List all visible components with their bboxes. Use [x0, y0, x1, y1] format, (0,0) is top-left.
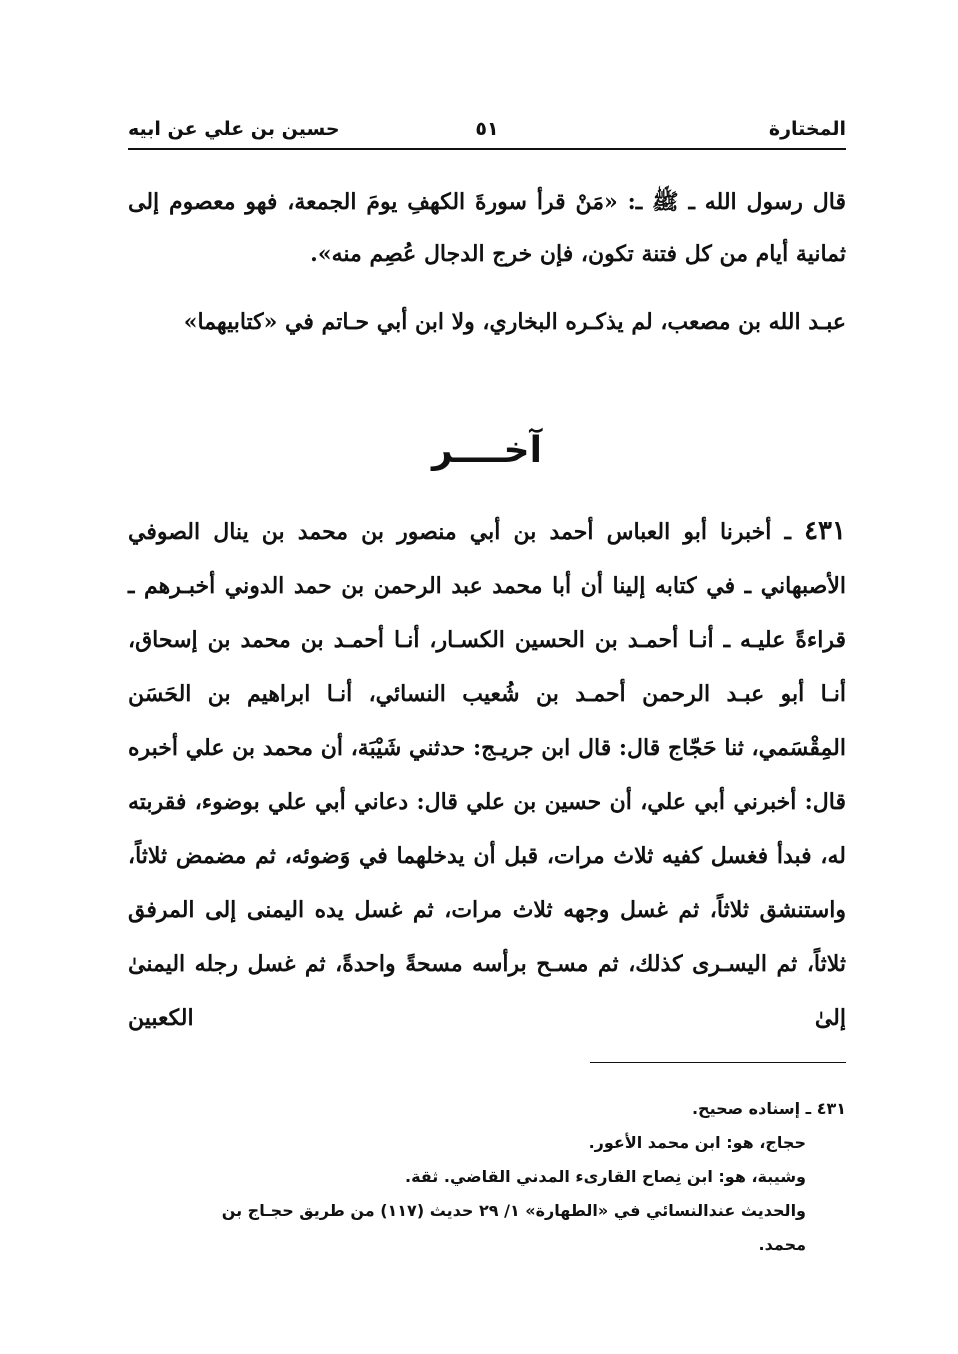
- hadith-paragraph: [128, 504, 846, 1045]
- body-paragraph-1: قال رسول الله ـ ﷺ ـ: «مَنْ قرأ سورةَ الكهفِ يومَ الجمعة، فهو معصوم إلى ثمانية أيام من كل فتنة تكون، فإن خرج الدجال عُصِم منه».: [128, 189, 846, 267]
- body-paragraph-2: عبـد الله بن مصعب، لم يذكـره البخاري، ولا ابن أبي حـاتم في «كتابيهما»: [183, 309, 846, 335]
- hadith-text: ـ أخبرنا أبو العباس أحمد بن أبي منصور بن محمد بن ينال الصوفي الأصبهاني ـ في كتابه إلينا أن أبا محمد عبد الرحمن بن حمد الدوني أخبـرهم ـ قراءةً عليـه ـ أنـا أحمـد بن الحسين الكسـار، أنـا أحمـد بن محمد بن إسحاق، أنـا أبو عبـد الرحمن أحمـد بن شُعيب النسائي، أنـا ابراهيم بن الحَسَن المِقْسَمي، ثنا حَجّاج قال: قال ابن جريـج: حدثني شَيْبَة، أن محمد بن علي أخبره قال: أخبرني أبي علي، أن حسين بن علي قال: دعاني أبي علي بوضوء، فقربته له، فبدأ فغسل كفيه ثلاث مرات، قبل أن يدخلهما في وَضوئه، ثم مضمض ثلاثاً، واستنشق ثلاثاً، ثم غسل وجهه ثلاث مرات، ثم غسل يده اليمنى إلى المرفق ثلاثاً، ثم اليسـرى كذلك، ثم مسـح برأسه مسحةً واحدةً، ثم غسل رجله اليمنىٰ إلىٰ الكعبين: [128, 519, 847, 1031]
- footnotes: [128, 1092, 846, 1262]
- chapter-title: حسين بن علي عن ابيه: [128, 118, 340, 140]
- running-header: [128, 112, 846, 148]
- footnote-line-3: وشيبة، هو: ابن نِصاح القارىء المدني القاضي. ثقة.: [404, 1167, 806, 1186]
- footnote-line-4: والحديث عندالنسائي في «الطهارة» ١/ ٢٩ حديث (١١٧) من طريق حجـاج بن: [221, 1201, 806, 1220]
- footnote-line-2: حجاج، هو: ابن محمد الأعور.: [588, 1133, 806, 1152]
- footnote-line-5: محمد.: [758, 1235, 806, 1254]
- header-divider: [128, 148, 846, 150]
- footnote-divider: [590, 1062, 846, 1063]
- page-number: ٥١: [475, 118, 499, 140]
- section-heading: آخــــر: [432, 430, 542, 471]
- hadith-number: ٤٣١: [804, 516, 846, 546]
- footnote-line-1: ٤٣١ ـ إسناده صحيح.: [691, 1099, 846, 1118]
- book-title: المختارة: [768, 118, 846, 140]
